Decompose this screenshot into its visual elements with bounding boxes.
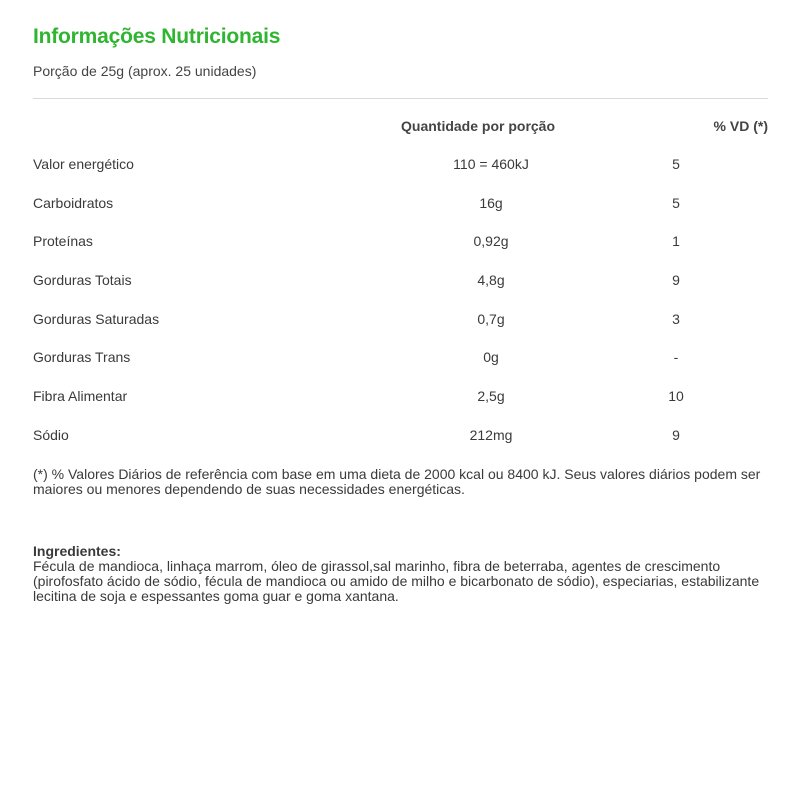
nutrient-quantity: 110 = 460kJ — [453, 156, 529, 172]
header-daily-value: % VD (*) — [713, 118, 768, 134]
ingredients-text: Fécula de mandioca, linhaça marrom, óleo de girassol,sal marinho, fibra de beterraba, agentes de crescimento (pirofosfato ácido de sódio, fécula de mandioca ou amido de milho e bicarbonato de sódio), especiarias, estabilizante lecitina de soja e espessantes goma guar e goma xantana. — [33, 558, 760, 604]
nutrition-table — [33, 116, 768, 456]
nutrient-name: Carboidratos — [33, 194, 114, 211]
nutrient-quantity: 0g — [483, 349, 499, 366]
nutrient-daily-value: 3 — [672, 310, 680, 327]
nutrient-name: Gorduras Saturadas — [33, 310, 160, 327]
ingredients-label: Ingredientes: — [33, 543, 121, 559]
nutrient-name: Sódio — [33, 426, 69, 443]
nutrient-daily-value: - — [673, 349, 679, 366]
nutrient-daily-value: 10 — [668, 388, 684, 405]
header-divider — [33, 98, 768, 99]
nutrient-quantity: 212mg — [469, 426, 513, 443]
nutrient-name: Gorduras Trans — [33, 349, 131, 366]
nutrient-name: Gorduras Totais — [33, 272, 132, 289]
table-row — [33, 339, 768, 378]
table-row — [33, 223, 768, 262]
nutrient-quantity: 0,92g — [473, 233, 509, 250]
nutrient-quantity: 4,8g — [477, 272, 505, 289]
daily-value-footnote: (*) % Valores Diários de referência com base em uma dieta de 2000 kcal ou 8400 kJ. Seus valores diários podem ser maiores ou menores dependendo de suas necessidades energéticas. — [33, 466, 761, 497]
nutrient-daily-value: 5 — [672, 156, 680, 172]
table-row — [33, 301, 768, 340]
nutrient-daily-value: 5 — [672, 194, 680, 211]
table-row — [33, 185, 768, 224]
nutrient-name: Fibra Alimentar — [33, 388, 128, 405]
nutrient-quantity: 0,7g — [477, 310, 505, 327]
table-row — [33, 378, 768, 417]
nutrient-quantity: 16g — [479, 194, 503, 211]
table-header — [33, 116, 768, 146]
table-row — [33, 262, 768, 301]
nutrient-name: Valor energético — [33, 156, 134, 172]
nutrient-name: Proteínas — [33, 233, 93, 250]
table-row — [33, 146, 768, 185]
nutrient-daily-value: 9 — [672, 426, 680, 443]
serving-size: Porção de 25g (aprox. 25 unidades) — [33, 63, 257, 79]
nutrient-daily-value: 9 — [672, 272, 680, 289]
table-row — [33, 417, 768, 456]
nutrient-quantity: 2,5g — [477, 388, 505, 405]
nutrient-daily-value: 1 — [672, 233, 680, 250]
ingredients-section — [33, 544, 768, 604]
header-quantity: Quantidade por porção — [401, 118, 556, 134]
page-title: Informações Nutricionais — [33, 25, 281, 48]
